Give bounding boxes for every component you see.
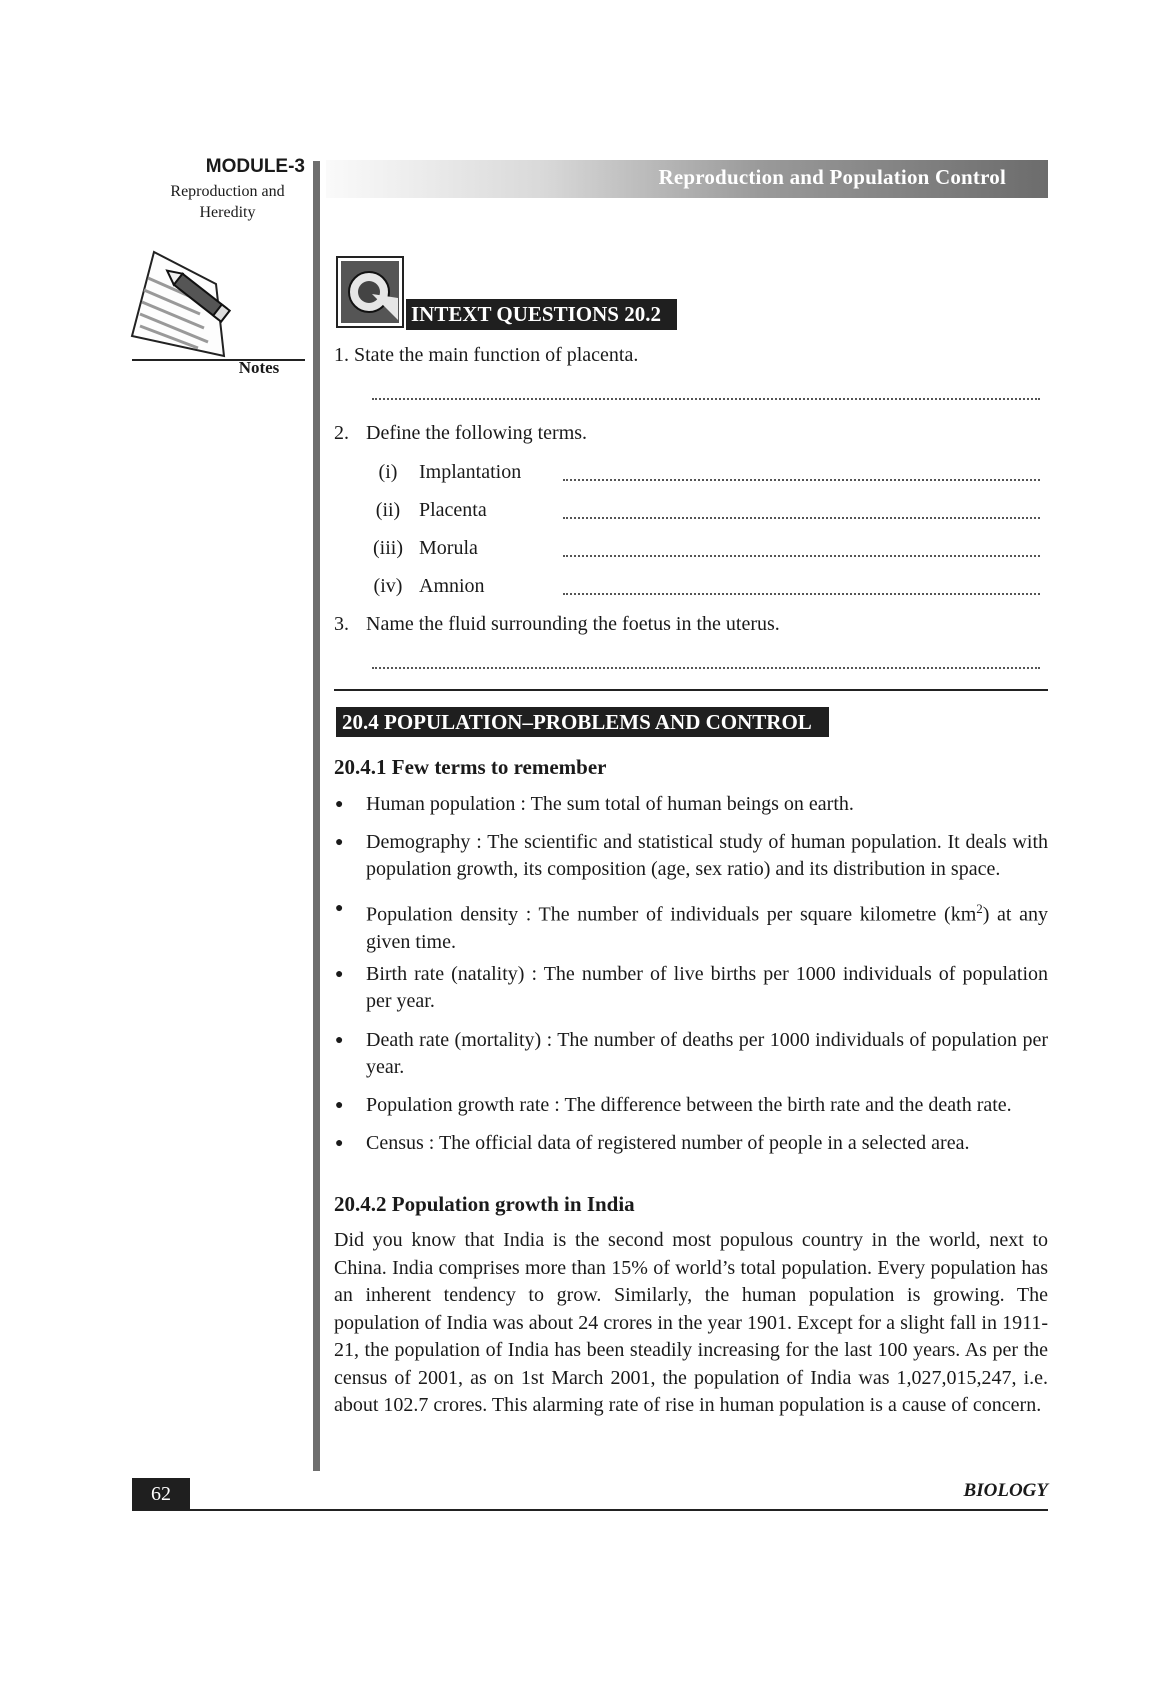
term-number: (iv) bbox=[373, 575, 403, 597]
page-number: 62 bbox=[132, 1478, 190, 1510]
term-definition: Human population : The sum total of human beings on earth. bbox=[366, 793, 854, 815]
bullet-icon: ● bbox=[335, 967, 344, 982]
term-definition-density bbox=[366, 895, 1048, 956]
term-number: (ii) bbox=[375, 499, 401, 521]
population-growth-paragraph: Did you know that India is the second most populous country in the world, next to China. India comprises more than 15% of world’s total population. Every population has an inherent tendency to grow. Similarly, the human population is growing. The population of India was about 24 crores in the year 1901. Except for a slight fall in 1911-21, the population of India has been steadily increasing for the last 100 years. As per the census of 2001, as on 1st March 2001, the population of India was 1,027,015,247, i.e. about 102.7 crores. This alarming rate of rise in human population is a cause of concern. bbox=[334, 1229, 1048, 1416]
question-icon bbox=[336, 256, 404, 328]
bullet-icon: ● bbox=[335, 901, 344, 916]
density-text: Population density : The number of individuals per square kilometre (km bbox=[366, 903, 977, 926]
term-definition: Death rate (mortality) : The number of deaths per 1000 individuals of population per year. bbox=[366, 1029, 1048, 1078]
term-number: (i) bbox=[378, 461, 398, 483]
term-definition: Demography : The scientific and statistical study of human population. It deals with population growth, its composition (age, sex ratio) and its distribution in space. bbox=[366, 831, 1048, 880]
term-label: Amnion bbox=[419, 575, 485, 597]
term-definition: Census : The official data of registered number of people in a selected area. bbox=[366, 1132, 970, 1154]
answer-line bbox=[563, 516, 1040, 519]
question-3-number: 3. bbox=[334, 613, 349, 635]
vertical-rule bbox=[313, 161, 320, 1471]
question-2: Define the following terms. bbox=[366, 422, 588, 444]
answer-line bbox=[563, 592, 1040, 595]
question-2-number: 2. bbox=[334, 422, 349, 444]
module-subtitle-line2: Heredity bbox=[199, 204, 256, 221]
notes-label: Notes bbox=[238, 358, 280, 377]
term-number: (iii) bbox=[373, 537, 403, 559]
term-label: Implantation bbox=[419, 461, 522, 483]
subsection-heading-growth: 20.4.2 Population growth in India bbox=[334, 1192, 635, 1216]
chapter-header-bar bbox=[326, 160, 1048, 198]
answer-line bbox=[563, 478, 1040, 481]
answer-line-3 bbox=[372, 666, 1040, 669]
term-definition: Birth rate (natality) : The number of live births per 1000 individuals of population per year. bbox=[366, 963, 1048, 1012]
module-subtitle bbox=[150, 181, 305, 223]
question-3: Name the fluid surrounding the foetus in the uterus. bbox=[366, 613, 780, 635]
subsection-heading-terms: 20.4.1 Few terms to remember bbox=[334, 755, 607, 779]
bullet-icon: ● bbox=[335, 835, 344, 850]
term-definition: Population growth rate : The difference between the birth rate and the death rate. bbox=[366, 1094, 1012, 1116]
bullet-icon: ● bbox=[335, 1136, 344, 1151]
bullet-icon: ● bbox=[335, 1098, 344, 1113]
question-1: 1. State the main function of placenta. bbox=[334, 344, 639, 366]
answer-line-1 bbox=[372, 397, 1040, 400]
bullet-icon: ● bbox=[335, 797, 344, 812]
section-title: 20.4 POPULATION–PROBLEMS AND CONTROL bbox=[336, 707, 829, 737]
term-label: Placenta bbox=[419, 499, 487, 521]
answer-line bbox=[563, 554, 1040, 557]
term-label: Morula bbox=[419, 537, 478, 559]
module-subtitle-line1: Reproduction and bbox=[170, 183, 285, 200]
density-text-tail: ) at any given time. bbox=[366, 903, 1048, 953]
notes-pencil-icon bbox=[128, 248, 240, 364]
chapter-header-title: Reproduction and Population Control bbox=[658, 165, 1006, 189]
module-title: MODULE-3 bbox=[205, 156, 305, 177]
superscript: 2 bbox=[976, 901, 983, 916]
section-divider bbox=[334, 689, 1048, 691]
bullet-icon: ● bbox=[335, 1033, 344, 1048]
subject-label: BIOLOGY bbox=[963, 1480, 1048, 1501]
intext-questions-title: INTEXT QUESTIONS 20.2 bbox=[406, 299, 677, 330]
footer-rule bbox=[132, 1509, 1048, 1511]
